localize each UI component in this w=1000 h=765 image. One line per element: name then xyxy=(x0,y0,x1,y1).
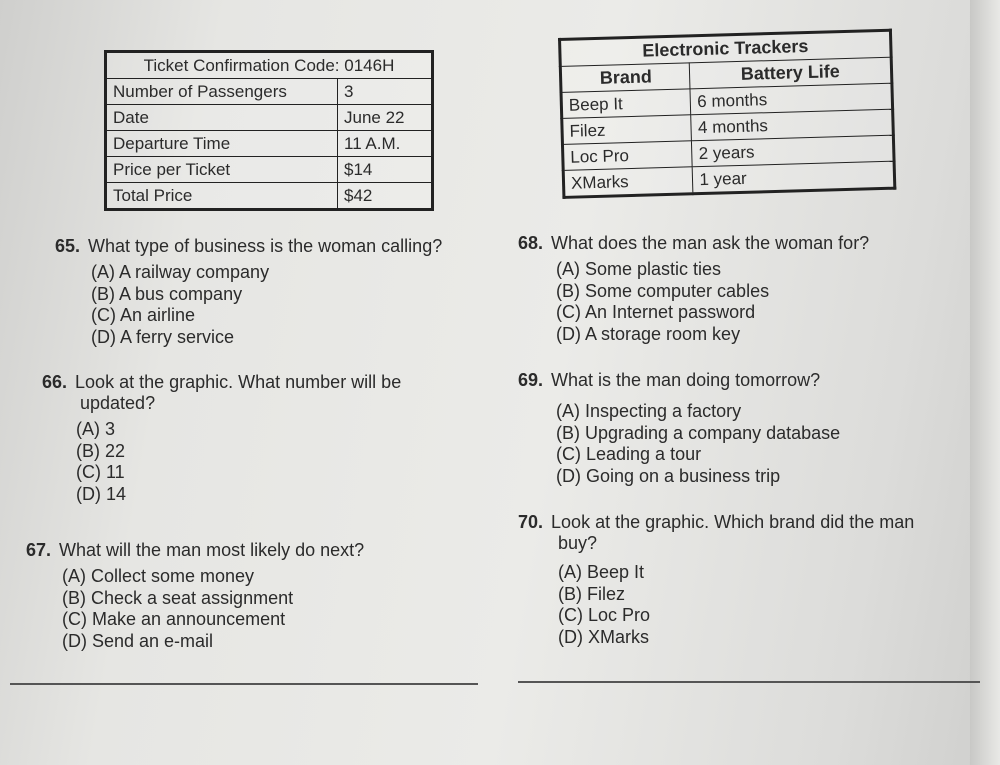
table-cell: $42 xyxy=(338,183,433,210)
question-68 xyxy=(518,233,958,345)
table-cell: $14 xyxy=(338,157,433,183)
answer-option: (D) Send an e-mail xyxy=(62,630,214,651)
ticket-table-header: Ticket Confirmation Code: 0146H xyxy=(106,52,433,79)
question-70 xyxy=(518,512,958,648)
question-stem: Look at the graphic. Which brand did the man buy? xyxy=(551,512,915,553)
table-cell: Number of Passengers xyxy=(106,79,338,105)
table-cell: Date xyxy=(106,105,338,131)
table-cell: June 22 xyxy=(338,105,433,131)
table-cell: Beep It xyxy=(561,89,691,119)
column-header-battery-life: Battery Life xyxy=(690,57,892,89)
question-stem: What will the man most likely do next? xyxy=(59,540,365,560)
answer-option: (C) An airline xyxy=(91,305,196,325)
page-edge xyxy=(970,0,1000,765)
question-number: 68. xyxy=(518,233,544,253)
question-stem: What is the man doing tomorrow? xyxy=(551,370,821,390)
tracker-table-title: Electronic Trackers xyxy=(560,30,892,66)
table-cell: Price per Ticket xyxy=(106,157,338,183)
question-66 xyxy=(42,372,462,505)
question-number: 69. xyxy=(518,370,544,390)
question-number: 66. xyxy=(42,372,68,392)
question-stem: What type of business is the woman calling? xyxy=(88,236,443,256)
table-row xyxy=(106,79,433,105)
divider-right xyxy=(518,681,980,683)
table-row xyxy=(106,183,433,210)
question-number: 70. xyxy=(518,512,544,532)
answer-option: (B) Filez xyxy=(558,583,625,604)
table-cell: 6 months xyxy=(690,83,892,115)
answer-option: (B) Some computer cables xyxy=(556,280,770,301)
table-cell: Departure Time xyxy=(106,131,338,157)
table-cell: Total Price xyxy=(106,183,338,210)
answer-option: (B) 22 xyxy=(76,440,126,461)
answer-option: (A) 3 xyxy=(76,419,116,439)
question-stem: What does the man ask the woman for? xyxy=(551,233,870,253)
answer-option: (C) 11 xyxy=(76,462,125,482)
table-cell: XMarks xyxy=(563,167,693,198)
answer-option: (B) Check a seat assignment xyxy=(62,587,294,608)
answer-option: (C) Leading a tour xyxy=(556,444,702,464)
electronic-trackers-table xyxy=(558,29,896,199)
column-header-brand: Brand xyxy=(560,63,690,93)
table-cell: 3 xyxy=(338,79,433,105)
answer-option: (A) Collect some money xyxy=(62,566,255,586)
question-67 xyxy=(26,540,486,652)
answer-option: (D) A ferry service xyxy=(91,326,235,347)
ticket-confirmation-table xyxy=(104,50,434,211)
table-row xyxy=(106,131,433,157)
answer-option: (D) XMarks xyxy=(558,626,649,647)
question-stem: Look at the graphic. What number will be updated? xyxy=(75,372,402,413)
answer-option: (D) 14 xyxy=(76,483,127,504)
question-number: 65. xyxy=(55,236,81,256)
answer-option: (D) Going on a business trip xyxy=(556,465,781,486)
table-cell: 4 months xyxy=(691,109,893,141)
table-row xyxy=(106,105,433,131)
question-number: 67. xyxy=(26,540,52,560)
answer-option: (A) Some plastic ties xyxy=(556,259,722,279)
answer-option: (C) An Internet password xyxy=(556,302,756,322)
question-69 xyxy=(518,370,958,487)
table-row xyxy=(106,157,433,183)
table-cell: 2 years xyxy=(692,135,894,167)
question-65 xyxy=(55,236,495,348)
answer-option: (B) Upgrading a company database xyxy=(556,422,841,443)
answer-option: (C) Make an announcement xyxy=(62,609,286,629)
divider-left xyxy=(10,683,478,685)
answer-option: (B) A bus company xyxy=(91,283,243,304)
table-cell: Loc Pro xyxy=(562,141,692,171)
table-cell: Filez xyxy=(562,115,692,145)
table-cell: 11 A.M. xyxy=(338,131,433,157)
answer-option: (D) A storage room key xyxy=(556,323,741,344)
answer-option: (A) Beep It xyxy=(558,562,645,582)
answer-option: (A) Inspecting a factory xyxy=(556,401,742,421)
answer-option: (C) Loc Pro xyxy=(558,605,651,625)
answer-option: (A) A railway company xyxy=(91,262,270,282)
table-cell: 1 year xyxy=(693,161,895,194)
